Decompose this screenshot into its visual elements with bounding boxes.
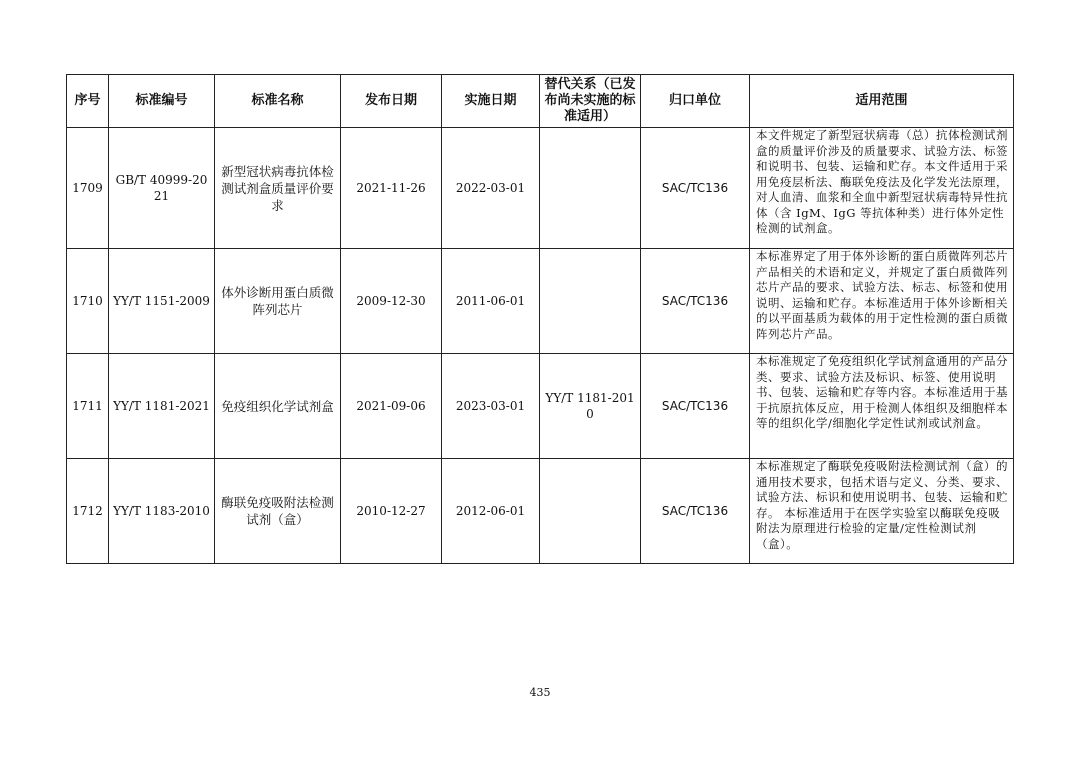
cell-seq: 1709 — [67, 128, 109, 249]
cell-scope: 本标准规定了酶联免疫吸附法检测试剂（盒）的通用技术要求，包括术语与定义、分类、要求、试验方法、标识和使用说明书、包装、运输和贮存。 本标准适用于在医学实验室以酶联免疫吸附法为原理进行检验的定量/定性检测试剂（盒）。 — [750, 459, 1014, 564]
table-header-row — [67, 75, 1014, 128]
cell-name: 新型冠状病毒抗体检测试剂盒质量评价要求 — [215, 128, 341, 249]
page-number: 435 — [529, 686, 551, 699]
cell-replace — [540, 128, 641, 249]
standards-table — [66, 74, 1014, 564]
cell-implement-date: 2011-06-01 — [442, 249, 540, 354]
cell-code: YY/T 1151-2009 — [109, 249, 215, 354]
header-seq: 序号 — [67, 75, 109, 128]
cell-seq: 1712 — [67, 459, 109, 564]
cell-implement-date: 2012-06-01 — [442, 459, 540, 564]
cell-seq: 1711 — [67, 354, 109, 459]
header-replace: 替代关系（已发布尚未实施的标准适用） — [540, 75, 641, 128]
table-row — [67, 128, 1014, 249]
cell-implement-date: 2023-03-01 — [442, 354, 540, 459]
cell-unit: SAC/TC136 — [641, 459, 750, 564]
cell-unit: SAC/TC136 — [641, 249, 750, 354]
cell-scope: 本文件规定了新型冠状病毒（总）抗体检测试剂盒的质量评价涉及的质量要求、试验方法、标签和说明书、包装、运输和贮存。本文件适用于采用免疫层析法、酶联免疫法及化学发光法原理，对人血清、血浆和全血中新型冠状病毒特异性抗体（含 IgM、IgG 等抗体种类）进行体外定性检测的试剂盒。 — [750, 128, 1014, 249]
cell-seq: 1710 — [67, 249, 109, 354]
cell-implement-date: 2022-03-01 — [442, 128, 540, 249]
cell-publish-date: 2010-12-27 — [341, 459, 442, 564]
cell-code: YY/T 1181-2021 — [109, 354, 215, 459]
table-row — [67, 459, 1014, 564]
cell-replace — [540, 249, 641, 354]
cell-replace: YY/T 1181-2010 — [540, 354, 641, 459]
cell-name: 体外诊断用蛋白质微阵列芯片 — [215, 249, 341, 354]
header-code: 标准编号 — [109, 75, 215, 128]
header-scope: 适用范围 — [750, 75, 1014, 128]
cell-publish-date: 2021-09-06 — [341, 354, 442, 459]
cell-name: 酶联免疫吸附法检测试剂（盒） — [215, 459, 341, 564]
table-row — [67, 354, 1014, 459]
cell-scope: 本标准界定了用于体外诊断的蛋白质微阵列芯片产品相关的术语和定义，并规定了蛋白质微阵列芯片产品的要求、试验方法、标志、标签和使用说明、运输和贮存。本标准适用于体外诊断相关的以平面基质为载体的用于定性检测的蛋白质微阵列芯片产品。 — [750, 249, 1014, 354]
cell-unit: SAC/TC136 — [641, 128, 750, 249]
cell-name: 免疫组织化学试剂盒 — [215, 354, 341, 459]
header-implement-date: 实施日期 — [442, 75, 540, 128]
header-unit: 归口单位 — [641, 75, 750, 128]
cell-replace — [540, 459, 641, 564]
header-name: 标准名称 — [215, 75, 341, 128]
header-publish-date: 发布日期 — [341, 75, 442, 128]
cell-code: YY/T 1183-2010 — [109, 459, 215, 564]
cell-publish-date: 2021-11-26 — [341, 128, 442, 249]
cell-unit: SAC/TC136 — [641, 354, 750, 459]
cell-code: GB/T 40999-2021 — [109, 128, 215, 249]
cell-scope: 本标准规定了免疫组织化学试剂盒通用的产品分类、要求、试验方法及标识、标签、使用说明书、包装、运输和贮存等内容。本标准适用于基于抗原抗体反应，用于检测人体组织及细胞样本等的组织化学/细胞化学定性试剂或试剂盒。 — [750, 354, 1014, 459]
cell-publish-date: 2009-12-30 — [341, 249, 442, 354]
table-row — [67, 249, 1014, 354]
